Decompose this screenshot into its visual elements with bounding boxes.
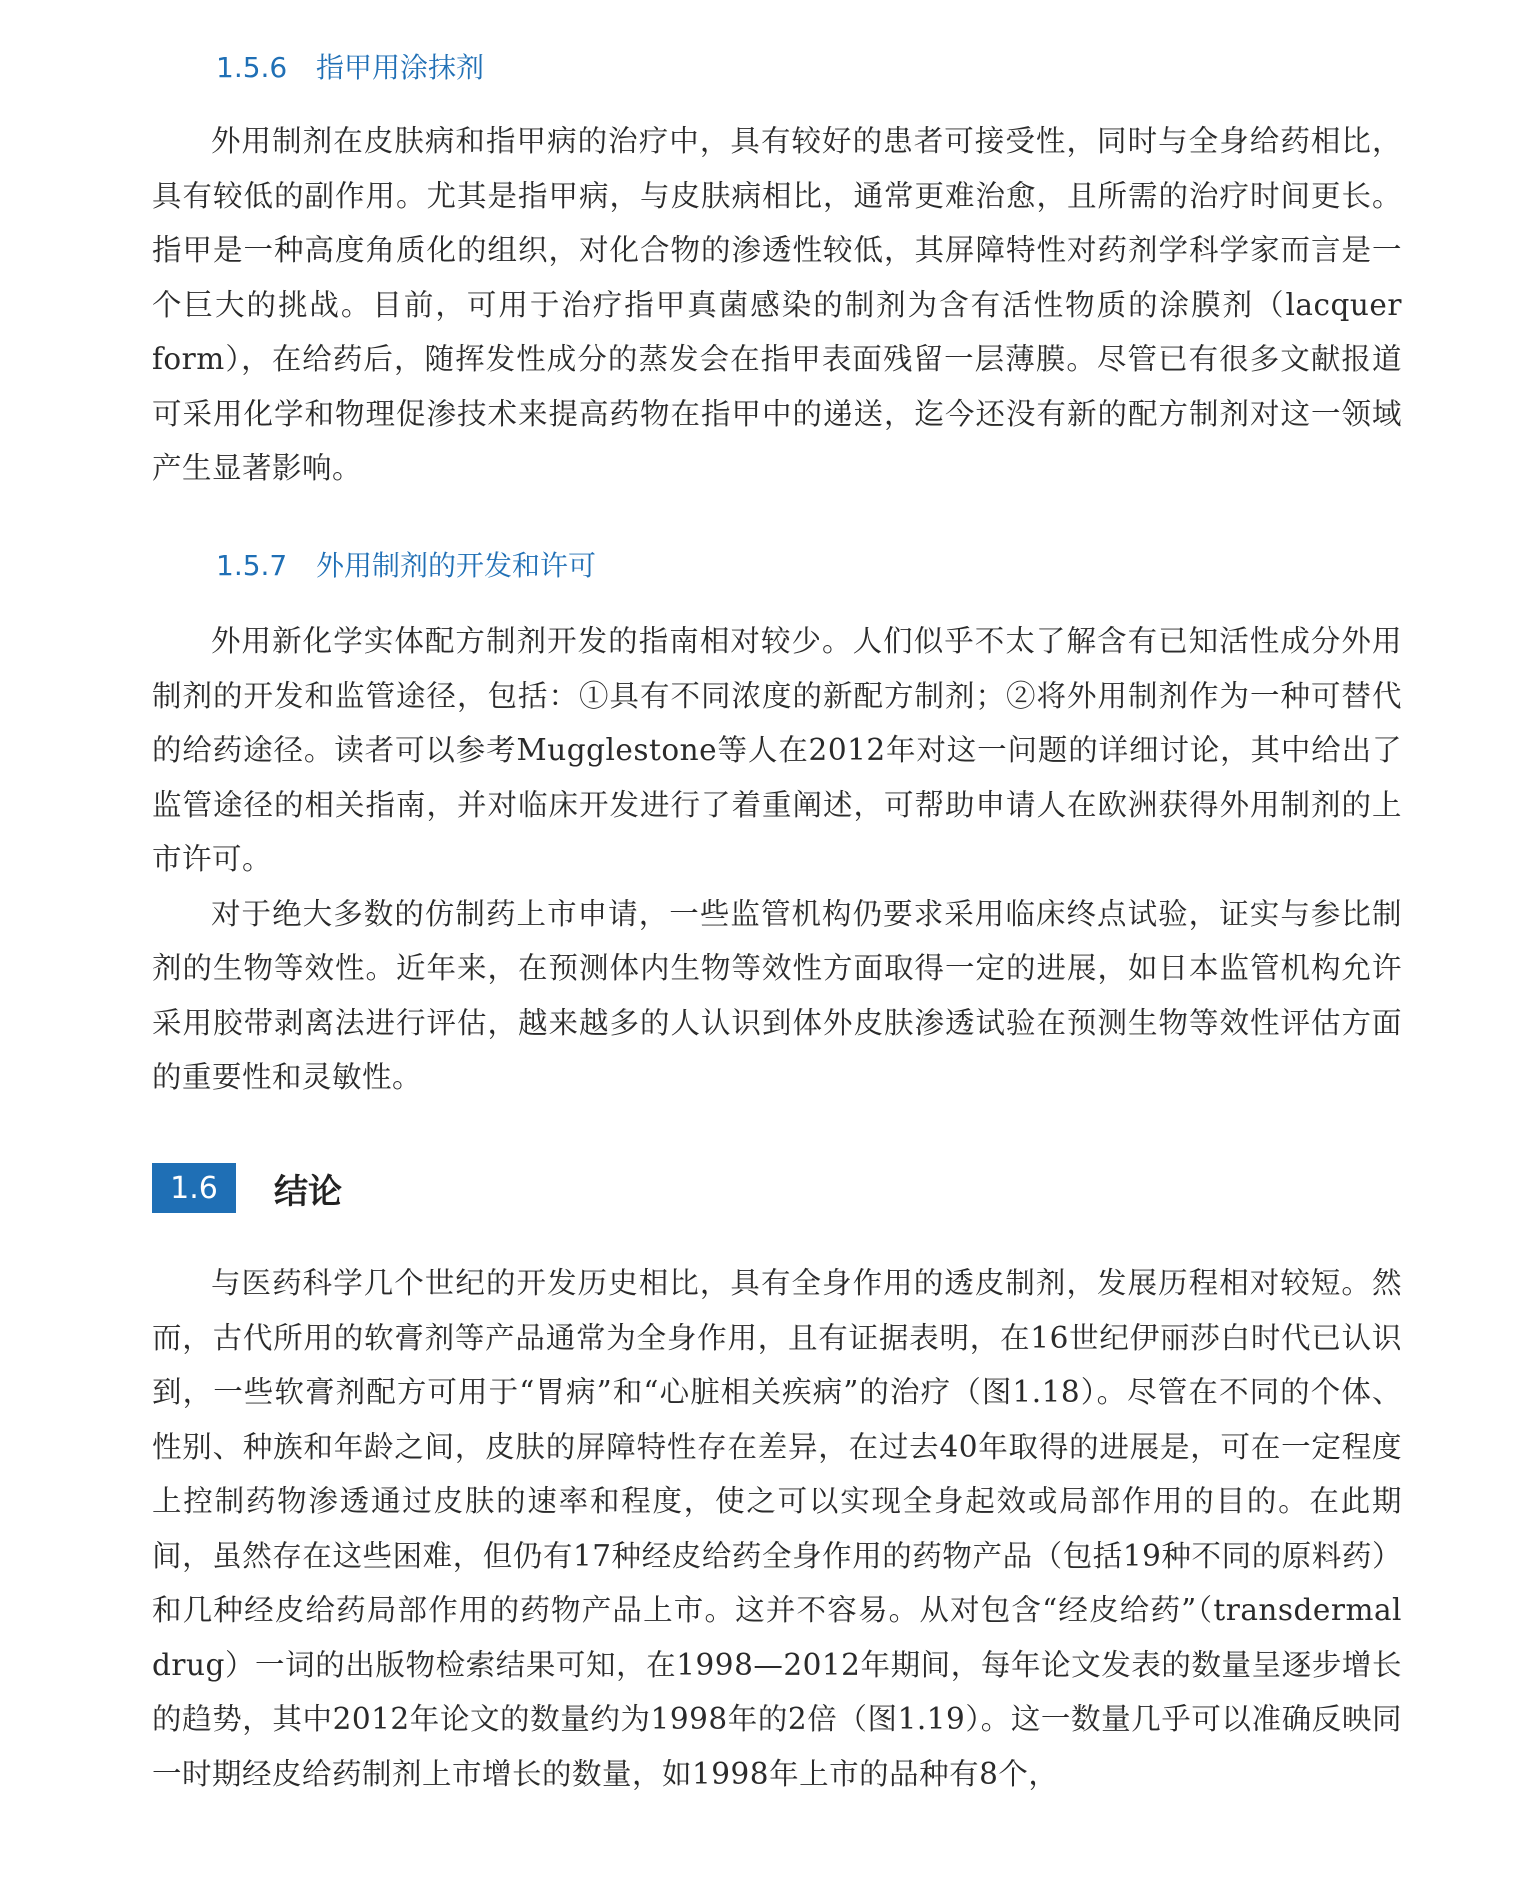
subsection-number: 1.5.6 (216, 51, 288, 84)
subsection-title: 指甲用涂抹剂 (316, 51, 485, 84)
section-number-badge: 1.6 (152, 1163, 236, 1213)
subsection-heading-1-5-6 (216, 48, 484, 88)
paragraph: 对于绝大多数的仿制药上市申请，一些监管机构仍要求采用临床终点试验，证实与参比制剂的生物等效性。近年来，在预测体内生物等效性方面取得一定的进展，如日本监管机构允许采用胶带剥离法进行评估，越来越多的人认识到体外皮肤渗透试验在预测生物等效性评估方面的重要性和灵敏性。 (152, 896, 1402, 1094)
paragraph: 外用制剂在皮肤病和指甲病的治疗中，具有较好的患者可接受性，同时与全身给药相比，具有较低的副作用。尤其是指甲病，与皮肤病相比，通常更难治愈，且所需的治疗时间更长。指甲是一种高度角质化的组织，对化合物的渗透性较低，其屏障特性对药剂学科学家而言是一个巨大的挑战。目前，可用于治疗指甲真菌感染的制剂为含有活性物质的涂膜剂（lacquer form），在给药后，随挥发性成分的蒸发会在指甲表面残留一层薄膜。尽管已有很多文献报道可采用化学和物理促渗技术来提高药物在指甲中的递送，迄今还没有新的配方制剂对这一领域产生显著影响。 (152, 124, 1402, 485)
paragraph: 与医药科学几个世纪的开发历史相比，具有全身作用的透皮制剂，发展历程相对较短。然而，古代所用的软膏剂等产品通常为全身作用，且有证据表明，在16世纪伊丽莎白时代已认识到，一些软膏剂配方可用于“胃病”和“心脏相关疾病”的治疗（图1.18）。尽管在不同的个体、性别、种族和年龄之间，皮肤的屏障特性存在差异，在过去40年取得的进展是，可在一定程度上控制药物渗透通过皮肤的速率和程度，使之可以实现全身起效或局部作用的目的。在此期间，虽然存在这些困难，但仍有17种经皮给药全身作用的药物产品（包括19种不同的原料药）和几种经皮给药局部作用的药物产品上市。这并不容易。从对包含“经皮给药”（transdermal drug）一词的出版物检索结果可知，在1998—2012年期间，每年论文发表的数量呈逐步增长的趋势，其中2012年论文的数量约为1998年的2倍（图1.19）。这一数量几乎可以准确反映同一时期经皮给药制剂上市增长的数量，如1998年上市的品种有8个， (152, 1266, 1402, 1791)
subsection-number: 1.5.7 (216, 549, 288, 582)
subsection-body-1-5-6 (152, 114, 1402, 496)
subsection-body-1-5-7 (152, 614, 1402, 1105)
section-heading-1-6 (152, 1163, 342, 1213)
section-body-1-6 (152, 1256, 1402, 1801)
subsection-heading-1-5-7 (216, 546, 596, 586)
subsection-title: 外用制剂的开发和许可 (316, 549, 597, 582)
paragraph: 外用新化学实体配方制剂开发的指南相对较少。人们似乎不太了解含有已知活性成分外用制剂的开发和监管途径，包括：①具有不同浓度的新配方制剂；②将外用制剂作为一种可替代的给药途径。读者可以参考Mugglestone等人在2012年对这一问题的详细讨论，其中给出了监管途径的相关指南，并对临床开发进行了着重阐述，可帮助申请人在欧洲获得外用制剂的上市许可。 (152, 624, 1402, 876)
section-title: 结论 (274, 1171, 342, 1212)
